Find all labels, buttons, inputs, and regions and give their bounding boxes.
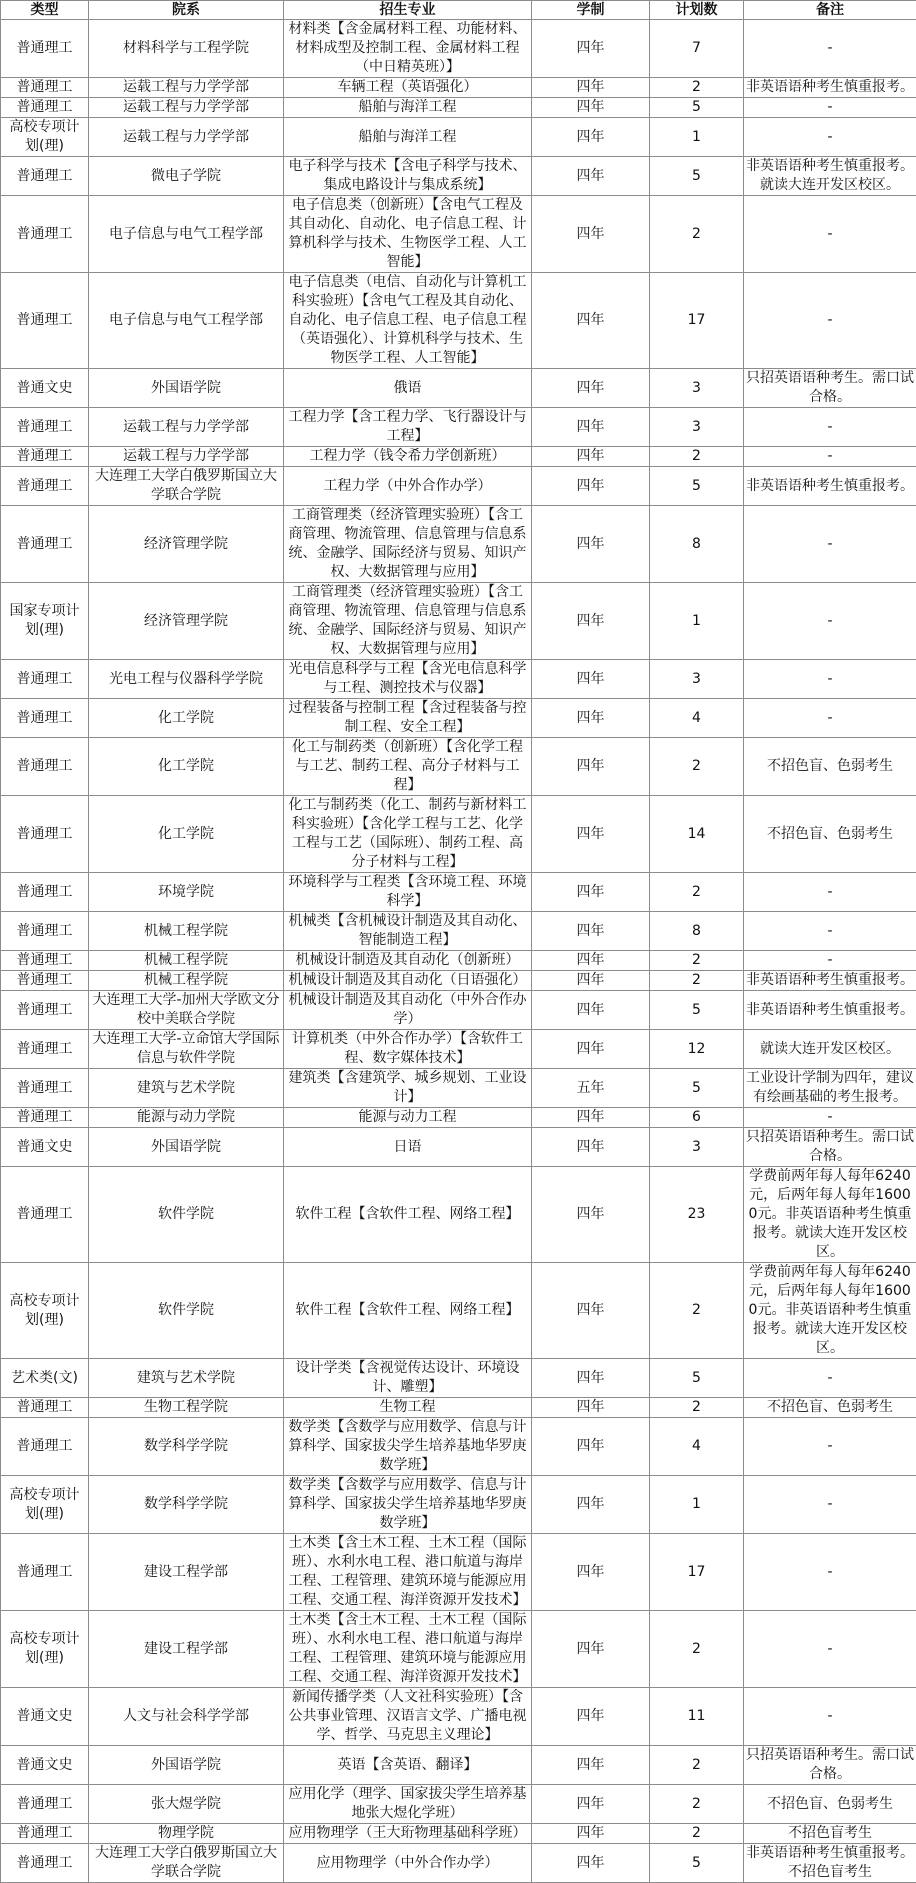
cell-department: 材料科学与工程学院 [89, 20, 284, 78]
cell-duration: 四年 [532, 1844, 650, 1883]
cell-plan-count: 2 [650, 1263, 744, 1359]
cell-duration: 四年 [532, 699, 650, 738]
cell-department: 数学科学学院 [89, 1476, 284, 1534]
table-row [1, 369, 916, 408]
cell-major: 过程装备与控制工程【含过程装备与控制工程、安全工程】 [284, 699, 532, 738]
cell-type: 普通理工 [1, 1167, 89, 1263]
cell-major: 建筑类【含建筑学、城乡规划、工业设计】 [284, 1069, 532, 1108]
cell-plan-count: 2 [650, 738, 744, 796]
cell-plan-count: 11 [650, 1688, 744, 1746]
cell-duration: 四年 [532, 912, 650, 951]
cell-plan-count: 4 [650, 1418, 744, 1476]
cell-major: 机械设计制造及其自动化（日语强化） [284, 971, 532, 991]
table-row [1, 1476, 916, 1534]
cell-major: 设计学类【含视觉传达设计、环境设计、雕塑】 [284, 1359, 532, 1398]
cell-department: 外国语学院 [89, 1128, 284, 1167]
cell-department: 建设工程学部 [89, 1611, 284, 1688]
cell-major: 工商管理类（经济管理实验班）【含工商管理、物流管理、信息管理与信息系统、金融学、国际经济与贸易、知识产权、大数据管理与应用】 [284, 506, 532, 583]
cell-plan-count: 17 [650, 273, 744, 369]
cell-duration: 四年 [532, 1167, 650, 1263]
cell-remark: - [744, 273, 916, 369]
cell-type: 艺术类(文) [1, 1359, 89, 1398]
cell-major: 应用物理学（中外合作办学） [284, 1844, 532, 1883]
table-row [1, 1398, 916, 1418]
cell-department: 环境学院 [89, 873, 284, 912]
cell-remark: - [744, 1534, 916, 1611]
cell-department: 经济管理学院 [89, 506, 284, 583]
cell-remark: - [744, 912, 916, 951]
cell-major: 材料类【含金属材料工程、功能材料、材料成型及控制工程、金属材料工程（中日精英班）】 [284, 20, 532, 78]
cell-plan-count: 8 [650, 912, 744, 951]
cell-plan-count: 3 [650, 369, 744, 408]
table-row [1, 1359, 916, 1398]
cell-department: 大连理工大学白俄罗斯国立大学联合学院 [89, 467, 284, 506]
cell-department: 建筑与艺术学院 [89, 1069, 284, 1108]
cell-plan-count: 5 [650, 467, 744, 506]
table-row [1, 660, 916, 699]
cell-major: 机械类【含机械设计制造及其自动化、智能制造工程】 [284, 912, 532, 951]
cell-duration: 四年 [532, 873, 650, 912]
cell-duration: 四年 [532, 1418, 650, 1476]
cell-major: 环境科学与工程类【含环境工程、环境科学】 [284, 873, 532, 912]
cell-major: 土木类【含土木工程、土木工程（国际班）、水利水电工程、港口航道与海岸工程、工程管理、建筑环境与能源应用工程、交通工程、海洋资源开发技术】 [284, 1534, 532, 1611]
cell-major: 电子信息类（电信、自动化与计算机工科实验班）【含电气工程及其自动化、自动化、电子信息工程、电子信息工程（英语强化）、计算机科学与技术、生物医学工程、人工智能】 [284, 273, 532, 369]
cell-major: 应用物理学（王大珩物理基础科学班） [284, 1824, 532, 1844]
cell-type: 普通理工 [1, 273, 89, 369]
cell-department: 运载工程与力学学部 [89, 408, 284, 447]
cell-duration: 四年 [532, 447, 650, 467]
cell-remark: 只招英语语种考生。需口试合格。 [744, 1746, 916, 1785]
cell-major: 数学类【含数学与应用数学、信息与计算科学、国家拔尖学生培养基地华罗庚数学班】 [284, 1418, 532, 1476]
cell-department: 大连理工大学-立命馆大学国际信息与软件学院 [89, 1030, 284, 1069]
cell-remark: 非英语语种考生慎重报考。不招色盲考生 [744, 1844, 916, 1883]
cell-major: 船舶与海洋工程 [284, 98, 532, 118]
cell-major: 机械设计制造及其自动化（中外合作办学） [284, 991, 532, 1030]
cell-major: 光电信息科学与工程【含光电信息科学与工程、测控技术与仪器】 [284, 660, 532, 699]
cell-type: 普通理工 [1, 1534, 89, 1611]
cell-type: 普通理工 [1, 1108, 89, 1128]
table-row [1, 873, 916, 912]
cell-department: 数学科学学院 [89, 1418, 284, 1476]
cell-type: 普通理工 [1, 157, 89, 196]
cell-remark: - [744, 699, 916, 738]
cell-plan-count: 4 [650, 699, 744, 738]
cell-remark: 非英语语种考生慎重报考。就读大连开发区校区。 [744, 157, 916, 196]
cell-duration: 四年 [532, 1824, 650, 1844]
cell-type: 普通理工 [1, 1030, 89, 1069]
table-row [1, 1128, 916, 1167]
table-row [1, 1611, 916, 1688]
cell-duration: 四年 [532, 1476, 650, 1534]
cell-plan-count: 6 [650, 1108, 744, 1128]
cell-type: 普通理工 [1, 991, 89, 1030]
cell-department: 物理学院 [89, 1824, 284, 1844]
cell-type: 普通理工 [1, 506, 89, 583]
cell-duration: 四年 [532, 20, 650, 78]
table-body [1, 20, 916, 1883]
cell-department: 运载工程与力学学部 [89, 98, 284, 118]
header-remark: 备注 [744, 1, 916, 20]
cell-type: 普通理工 [1, 951, 89, 971]
cell-remark: 非英语语种考生慎重报考。 [744, 991, 916, 1030]
cell-plan-count: 2 [650, 1611, 744, 1688]
cell-major: 电子信息类（创新班）【含电气工程及其自动化、自动化、电子信息工程、计算机科学与技术、生物医学工程、人工智能】 [284, 196, 532, 273]
cell-department: 电子信息与电气工程学部 [89, 196, 284, 273]
table-row [1, 157, 916, 196]
cell-remark: 不招色盲、色弱考生 [744, 738, 916, 796]
cell-duration: 四年 [532, 1263, 650, 1359]
table-row [1, 506, 916, 583]
cell-major: 工程力学（中外合作办学） [284, 467, 532, 506]
cell-plan-count: 17 [650, 1534, 744, 1611]
cell-type: 普通理工 [1, 796, 89, 873]
cell-type: 高校专项计划(理) [1, 1611, 89, 1688]
cell-type: 普通理工 [1, 873, 89, 912]
cell-department: 化工学院 [89, 738, 284, 796]
cell-plan-count: 5 [650, 1844, 744, 1883]
cell-remark: - [744, 196, 916, 273]
cell-department: 人文与社会科学学部 [89, 1688, 284, 1746]
cell-type: 高校专项计划(理) [1, 1263, 89, 1359]
cell-type: 普通理工 [1, 660, 89, 699]
cell-remark: 非英语语种考生慎重报考。 [744, 971, 916, 991]
cell-plan-count: 12 [650, 1030, 744, 1069]
table-row [1, 118, 916, 157]
cell-remark: 不招色盲考生 [744, 1824, 916, 1844]
cell-duration: 四年 [532, 369, 650, 408]
cell-remark: - [744, 951, 916, 971]
cell-duration: 四年 [532, 1746, 650, 1785]
cell-plan-count: 3 [650, 660, 744, 699]
cell-department: 大连理工大学-加州大学欧文分校中美联合学院 [89, 991, 284, 1030]
cell-type: 普通理工 [1, 1824, 89, 1844]
cell-remark: - [744, 408, 916, 447]
table-row [1, 1069, 916, 1108]
cell-duration: 四年 [532, 660, 650, 699]
cell-plan-count: 8 [650, 506, 744, 583]
cell-department: 经济管理学院 [89, 583, 284, 660]
cell-department: 大连理工大学白俄罗斯国立大学联合学院 [89, 1844, 284, 1883]
cell-department: 微电子学院 [89, 157, 284, 196]
cell-plan-count: 2 [650, 1398, 744, 1418]
cell-department: 电子信息与电气工程学部 [89, 273, 284, 369]
cell-department: 机械工程学院 [89, 912, 284, 951]
header-type: 类型 [1, 1, 89, 20]
cell-duration: 四年 [532, 273, 650, 369]
cell-department: 化工学院 [89, 796, 284, 873]
table-row [1, 1167, 916, 1263]
cell-remark: - [744, 1359, 916, 1398]
cell-department: 能源与动力学院 [89, 1108, 284, 1128]
cell-duration: 四年 [532, 1108, 650, 1128]
table-row [1, 196, 916, 273]
cell-department: 建筑与艺术学院 [89, 1359, 284, 1398]
cell-type: 高校专项计划(理) [1, 1476, 89, 1534]
cell-plan-count: 2 [650, 78, 744, 98]
cell-department: 外国语学院 [89, 1746, 284, 1785]
cell-plan-count: 7 [650, 20, 744, 78]
cell-duration: 四年 [532, 738, 650, 796]
cell-remark: - [744, 873, 916, 912]
table-row [1, 971, 916, 991]
cell-type: 普通理工 [1, 467, 89, 506]
cell-plan-count: 5 [650, 1069, 744, 1108]
table-row [1, 1534, 916, 1611]
cell-plan-count: 1 [650, 1476, 744, 1534]
cell-type: 普通理工 [1, 1785, 89, 1824]
cell-duration: 四年 [532, 506, 650, 583]
cell-department: 软件学院 [89, 1263, 284, 1359]
cell-duration: 四年 [532, 118, 650, 157]
table-row [1, 1418, 916, 1476]
cell-major: 英语【含英语、翻译】 [284, 1746, 532, 1785]
header-department: 院系 [89, 1, 284, 20]
cell-remark: 不招色盲、色弱考生 [744, 1785, 916, 1824]
cell-department: 运载工程与力学学部 [89, 78, 284, 98]
table-row [1, 738, 916, 796]
cell-type: 普通理工 [1, 408, 89, 447]
cell-type: 普通文史 [1, 1746, 89, 1785]
cell-remark: - [744, 447, 916, 467]
cell-duration: 四年 [532, 583, 650, 660]
cell-major: 工商管理类（经济管理实验班）【含工商管理、物流管理、信息管理与信息系统、金融学、国际经济与贸易、知识产权、大数据管理与应用】 [284, 583, 532, 660]
table-row [1, 467, 916, 506]
cell-duration: 四年 [532, 1611, 650, 1688]
cell-remark: 学费前两年每人每年6240元，后两年每人每年16000元。非英语语种考生慎重报考。就读大连开发区校区。 [744, 1263, 916, 1359]
cell-major: 土木类【含土木工程、土木工程（国际班）、水利水电工程、港口航道与海岸工程、工程管理、建筑环境与能源应用工程、交通工程、海洋资源开发技术】 [284, 1611, 532, 1688]
cell-remark: 非英语语种考生慎重报考。 [744, 467, 916, 506]
cell-department: 化工学院 [89, 699, 284, 738]
cell-remark: - [744, 1476, 916, 1534]
table-row [1, 796, 916, 873]
table-row [1, 447, 916, 467]
cell-major: 数学类【含数学与应用数学、信息与计算科学、国家拔尖学生培养基地华罗庚数学班】 [284, 1476, 532, 1534]
table-row [1, 1844, 916, 1883]
cell-type: 普通理工 [1, 912, 89, 951]
cell-remark: 就读大连开发区校区。 [744, 1030, 916, 1069]
table-row [1, 1746, 916, 1785]
cell-duration: 四年 [532, 1398, 650, 1418]
cell-duration: 四年 [532, 1359, 650, 1398]
table-header-row [1, 1, 916, 20]
cell-remark: - [744, 1688, 916, 1746]
cell-major: 工程力学（钱令希力学创新班） [284, 447, 532, 467]
table-row [1, 273, 916, 369]
cell-type: 普通理工 [1, 1418, 89, 1476]
cell-department: 建设工程学部 [89, 1534, 284, 1611]
cell-type: 普通理工 [1, 1069, 89, 1108]
cell-type: 普通文史 [1, 1688, 89, 1746]
table-row [1, 912, 916, 951]
cell-remark: 不招色盲、色弱考生 [744, 1398, 916, 1418]
cell-type: 国家专项计划(理) [1, 583, 89, 660]
cell-plan-count: 1 [650, 583, 744, 660]
cell-department: 外国语学院 [89, 369, 284, 408]
cell-plan-count: 23 [650, 1167, 744, 1263]
cell-duration: 四年 [532, 467, 650, 506]
cell-duration: 四年 [532, 1534, 650, 1611]
cell-remark: - [744, 20, 916, 78]
table-row [1, 1824, 916, 1844]
cell-major: 新闻传播学类（人文社科实验班）【含公共事业管理、汉语言文学、广播电视学、哲学、马克思主义理论】 [284, 1688, 532, 1746]
header-plan-count: 计划数 [650, 1, 744, 20]
cell-remark: - [744, 98, 916, 118]
cell-major: 化工与制药类（化工、制药与新材料工科实验班）【含化学工程与工艺、化学工程与工艺（国际班）、制药工程、高分子材料与工程】 [284, 796, 532, 873]
cell-plan-count: 5 [650, 157, 744, 196]
cell-remark: - [744, 118, 916, 157]
cell-major: 应用化学（理学、国家拔尖学生培养基地张大煜化学班） [284, 1785, 532, 1824]
cell-plan-count: 2 [650, 447, 744, 467]
cell-major: 生物工程 [284, 1398, 532, 1418]
cell-type: 普通理工 [1, 738, 89, 796]
table-row [1, 1030, 916, 1069]
cell-type: 普通理工 [1, 971, 89, 991]
table-row [1, 991, 916, 1030]
cell-remark: - [744, 1108, 916, 1128]
cell-type: 普通理工 [1, 98, 89, 118]
cell-remark: 只招英语语种考生。需口试合格。 [744, 369, 916, 408]
cell-duration: 四年 [532, 1785, 650, 1824]
cell-duration: 四年 [532, 1030, 650, 1069]
table-row [1, 699, 916, 738]
cell-department: 机械工程学院 [89, 951, 284, 971]
cell-department: 张大煜学院 [89, 1785, 284, 1824]
cell-major: 机械设计制造及其自动化（创新班） [284, 951, 532, 971]
cell-duration: 四年 [532, 796, 650, 873]
cell-duration: 四年 [532, 157, 650, 196]
table-row [1, 1263, 916, 1359]
cell-remark: - [744, 583, 916, 660]
table-row [1, 951, 916, 971]
cell-major: 船舶与海洋工程 [284, 118, 532, 157]
cell-major: 软件工程【含软件工程、网络工程】 [284, 1167, 532, 1263]
cell-duration: 四年 [532, 1128, 650, 1167]
cell-plan-count: 1 [650, 118, 744, 157]
cell-duration: 四年 [532, 951, 650, 971]
table-row [1, 1785, 916, 1824]
cell-duration: 四年 [532, 971, 650, 991]
cell-remark: - [744, 1418, 916, 1476]
cell-type: 普通理工 [1, 1398, 89, 1418]
cell-type: 高校专项计划(理) [1, 118, 89, 157]
cell-remark: - [744, 506, 916, 583]
table-row [1, 98, 916, 118]
table-row [1, 78, 916, 98]
cell-remark: - [744, 1611, 916, 1688]
cell-type: 普通理工 [1, 78, 89, 98]
cell-plan-count: 5 [650, 98, 744, 118]
cell-plan-count: 2 [650, 1824, 744, 1844]
cell-major: 化工与制药类（创新班）【含化学工程与工艺、制药工程、高分子材料与工程】 [284, 738, 532, 796]
cell-plan-count: 5 [650, 991, 744, 1030]
cell-type: 普通理工 [1, 699, 89, 738]
cell-major: 日语 [284, 1128, 532, 1167]
cell-department: 机械工程学院 [89, 971, 284, 991]
cell-major: 电子科学与技术【含电子科学与技术、集成电路设计与集成系统】 [284, 157, 532, 196]
cell-plan-count: 14 [650, 796, 744, 873]
cell-duration: 四年 [532, 991, 650, 1030]
cell-duration: 四年 [532, 196, 650, 273]
cell-type: 普通文史 [1, 1128, 89, 1167]
cell-department: 运载工程与力学学部 [89, 447, 284, 467]
cell-major: 工程力学【含工程力学、飞行器设计与工程】 [284, 408, 532, 447]
header-duration: 学制 [532, 1, 650, 20]
cell-remark: 工业设计学制为四年，建议有绘画基础的考生报考。 [744, 1069, 916, 1108]
cell-duration: 四年 [532, 1688, 650, 1746]
cell-major: 能源与动力工程 [284, 1108, 532, 1128]
cell-duration: 五年 [532, 1069, 650, 1108]
cell-major: 软件工程【含软件工程、网络工程】 [284, 1263, 532, 1359]
cell-duration: 四年 [532, 98, 650, 118]
cell-plan-count: 2 [650, 971, 744, 991]
cell-remark: 非英语语种考生慎重报考。 [744, 78, 916, 98]
cell-major: 计算机类（中外合作办学）【含软件工程、数字媒体技术】 [284, 1030, 532, 1069]
table-row [1, 408, 916, 447]
cell-plan-count: 2 [650, 873, 744, 912]
cell-type: 普通理工 [1, 196, 89, 273]
cell-remark: 学费前两年每人每年6240元，后两年每人每年16000元。非英语语种考生慎重报考。就读大连开发区校区。 [744, 1167, 916, 1263]
cell-plan-count: 2 [650, 951, 744, 971]
table-row [1, 1108, 916, 1128]
cell-duration: 四年 [532, 78, 650, 98]
cell-type: 普通理工 [1, 20, 89, 78]
cell-department: 运载工程与力学学部 [89, 118, 284, 157]
cell-department: 生物工程学院 [89, 1398, 284, 1418]
cell-remark: 只招英语语种考生。需口试合格。 [744, 1128, 916, 1167]
cell-plan-count: 3 [650, 1128, 744, 1167]
cell-type: 普通理工 [1, 1844, 89, 1883]
cell-type: 普通文史 [1, 369, 89, 408]
header-major: 招生专业 [284, 1, 532, 20]
table-row [1, 1688, 916, 1746]
cell-major: 俄语 [284, 369, 532, 408]
cell-department: 光电工程与仪器科学学院 [89, 660, 284, 699]
cell-plan-count: 5 [650, 1359, 744, 1398]
cell-type: 普通理工 [1, 447, 89, 467]
cell-plan-count: 3 [650, 408, 744, 447]
cell-department: 软件学院 [89, 1167, 284, 1263]
cell-major: 车辆工程（英语强化） [284, 78, 532, 98]
cell-plan-count: 2 [650, 196, 744, 273]
cell-plan-count: 2 [650, 1746, 744, 1785]
cell-duration: 四年 [532, 408, 650, 447]
table-row [1, 20, 916, 78]
cell-remark: - [744, 660, 916, 699]
cell-plan-count: 2 [650, 1785, 744, 1824]
table-row [1, 583, 916, 660]
cell-remark: 不招色盲、色弱考生 [744, 796, 916, 873]
